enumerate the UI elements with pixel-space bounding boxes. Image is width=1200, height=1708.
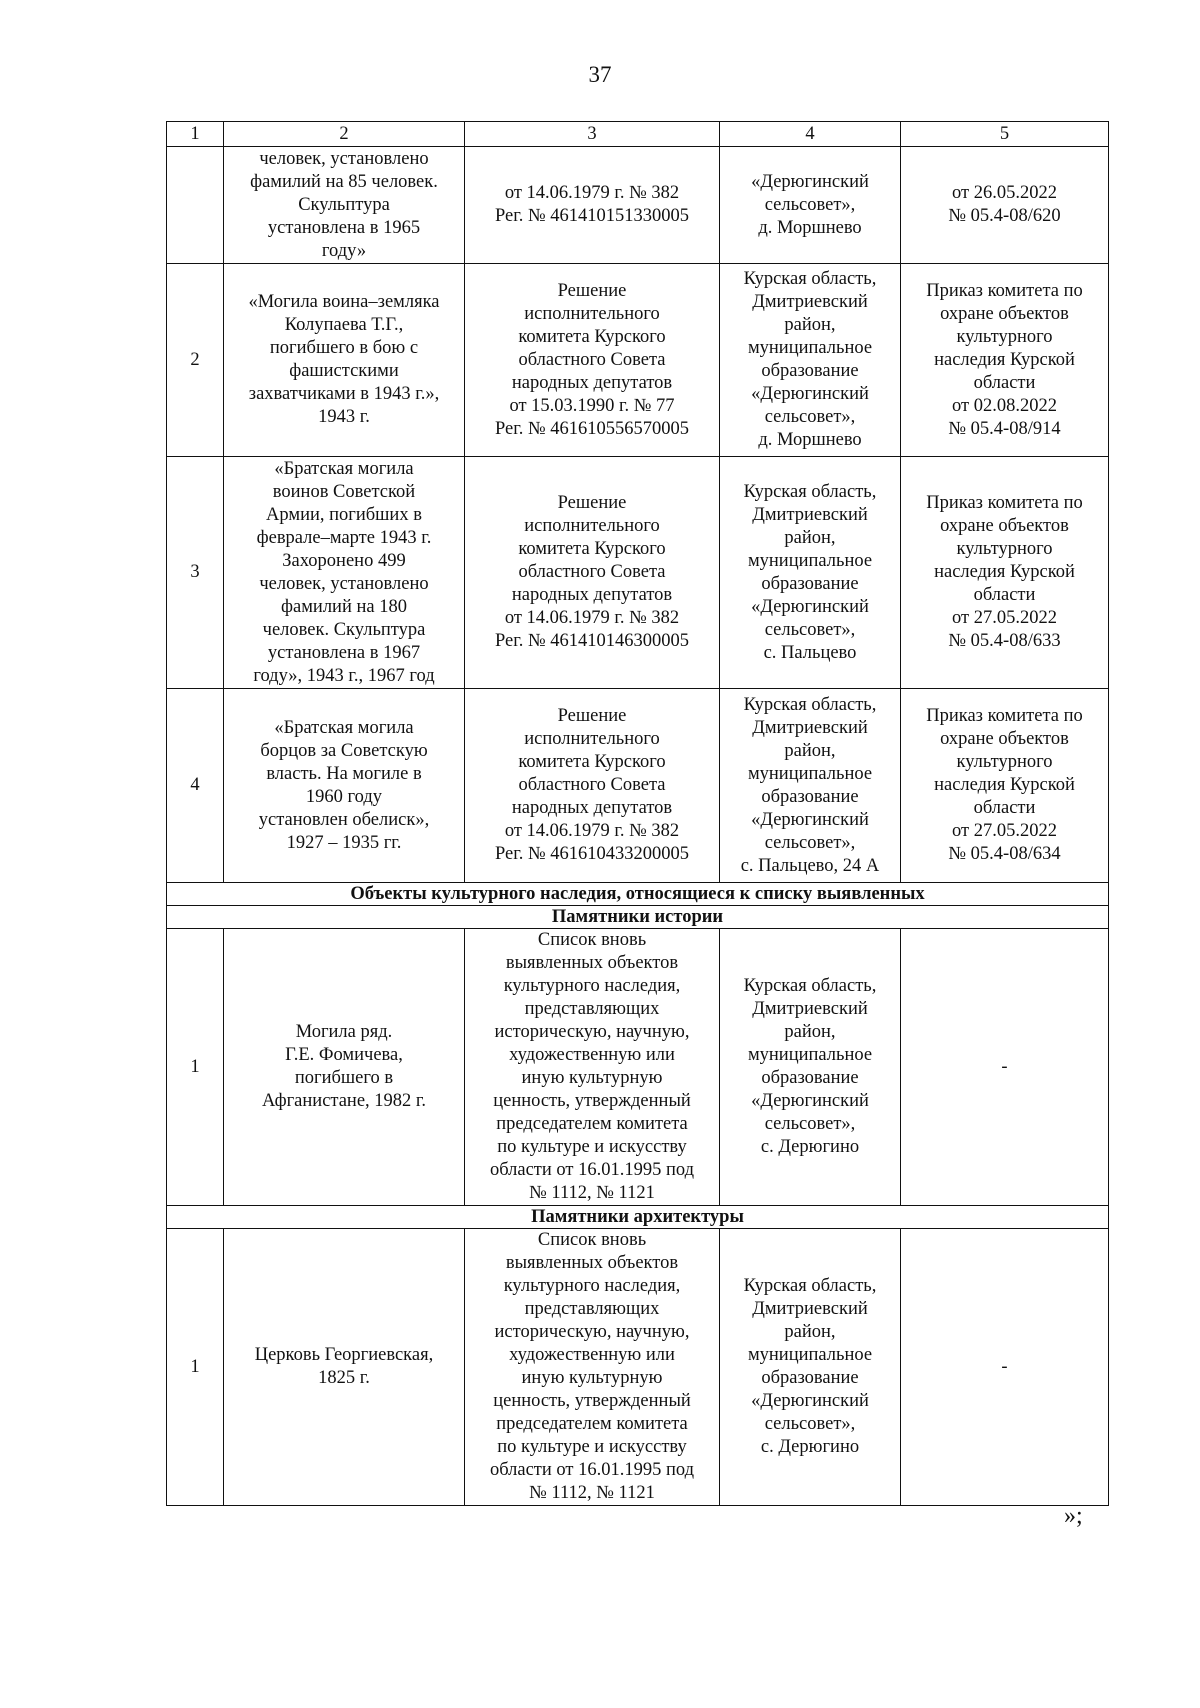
cell-text-line: году»	[321, 240, 367, 261]
cell-text-line: исполнительного	[524, 516, 660, 536]
cell-text-line: областного Совета	[518, 349, 666, 370]
object-name-cell	[224, 264, 465, 457]
cell-text-line: культурного	[956, 326, 1053, 347]
cell-text-line: от 14.06.1979 г. № 382	[504, 183, 680, 203]
cell-text-line: наследия Курской	[934, 562, 1075, 582]
cell-text-line: Решение	[557, 706, 627, 726]
cell-text-line: Курская область,	[743, 481, 877, 502]
cell-text-line: от 02.08.2022	[952, 395, 1057, 416]
cell-text-line: образование	[761, 1068, 859, 1088]
cell-text-line: с. Пальцево	[763, 642, 857, 663]
row-number-cell: 1	[167, 929, 224, 1206]
cell-text-line: образование	[761, 1368, 859, 1388]
cell-text-line: -	[1001, 1056, 1008, 1077]
cell-text-line: комитета Курского	[518, 326, 666, 347]
cell-text-line: с. Пальцево, 24 А	[740, 855, 880, 876]
cell-text-line: власть. На могиле в	[266, 763, 422, 784]
location-cell	[720, 147, 901, 264]
row-number-cell: 3	[167, 457, 224, 689]
cell-text-line: погибшего в бою с	[269, 338, 419, 358]
cell-text-line: «Дерюгинский	[751, 596, 869, 617]
cell-text-line: от 15.03.1990 г. № 77	[509, 395, 675, 416]
subsection-heading-row	[167, 906, 1109, 929]
cell-text-line: Курская область,	[743, 694, 877, 715]
location-cell	[720, 689, 901, 883]
protection-order-cell	[901, 689, 1109, 883]
cell-text-line: образование	[761, 361, 859, 381]
subsection-heading-history: Памятники истории	[167, 906, 1109, 929]
cell-text-line: Рег. № 461610556570005	[494, 418, 690, 439]
cell-text-line: культурного наследия,	[503, 1276, 681, 1296]
cell-text-line: области от 16.01.1995 под	[489, 1160, 695, 1180]
cell-text-line: исполнительного	[524, 729, 660, 749]
cell-text-line: д. Моршнево	[758, 217, 862, 238]
cell-text-line: комитета Курского	[518, 539, 666, 559]
cell-text-line: Решение	[557, 280, 627, 301]
cell-text-line: Приказ комитета по	[926, 280, 1083, 301]
cell-text-line: феврале–марте 1943 г.	[256, 527, 432, 548]
cell-text-line: Церковь Георгиевская,	[254, 1345, 434, 1365]
row-number-cell: 2	[167, 264, 224, 457]
table-row	[167, 1229, 1109, 1506]
cell-text-line: муниципальное	[747, 763, 873, 784]
object-name-cell	[224, 929, 465, 1206]
object-name-cell	[224, 689, 465, 883]
cell-text-line: человек. Скульптура	[262, 619, 426, 640]
cell-text-line: председателем комитета	[496, 1114, 688, 1134]
location-cell	[720, 457, 901, 689]
table-row	[167, 457, 1109, 689]
decision-cell	[465, 689, 720, 883]
table-row	[167, 264, 1109, 457]
cell-text-line: 1927 – 1935 гг.	[286, 832, 402, 853]
cell-text-line: Дмитриевский	[752, 292, 868, 312]
location-cell	[720, 264, 901, 457]
cell-text-line: № 05.4-08/633	[948, 631, 1061, 651]
cell-text-line: области	[973, 798, 1036, 818]
column-number: 4	[720, 122, 901, 147]
object-name-cell	[224, 147, 465, 264]
cell-text-line: ценность, утвержденный	[493, 1391, 691, 1411]
cell-text-line: охране объектов	[940, 729, 1069, 749]
cell-text-line: Захоронено 499	[282, 550, 406, 571]
cell-text-line: Могила ряд.	[295, 1022, 393, 1042]
cell-text-line: район,	[784, 1022, 836, 1042]
cell-text-line: № 05.4-08/914	[948, 418, 1061, 439]
row-number-cell	[167, 147, 224, 264]
cell-text-line: председателем комитета	[496, 1414, 688, 1434]
cell-text-line: Решение	[557, 493, 627, 513]
cell-text-line: исполнительного	[524, 303, 660, 324]
cell-text-line: район,	[784, 1322, 836, 1342]
cell-text-line: от 14.06.1979 г. № 382	[504, 821, 680, 841]
cell-text-line: Рег. № 461610433200005	[494, 844, 690, 864]
cell-text-line: «Братская могила	[274, 717, 414, 738]
cell-text-line: муниципальное	[747, 1345, 873, 1365]
cell-text-line: Дмитриевский	[752, 999, 868, 1019]
cell-text-line: муниципальное	[747, 1045, 873, 1065]
protection-order-cell	[901, 457, 1109, 689]
cell-text-line: областного Совета	[518, 775, 666, 795]
decision-cell	[465, 1229, 720, 1506]
decision-cell	[465, 457, 720, 689]
cell-text-line: район,	[784, 527, 836, 548]
cell-text-line: № 1112, № 1121	[529, 1183, 655, 1203]
cell-text-line: «Дерюгинский	[751, 384, 869, 404]
cell-text-line: «Дерюгинский	[751, 1091, 869, 1111]
cell-text-line: от 27.05.2022	[952, 821, 1057, 841]
cell-text-line: сельсовет»,	[764, 619, 856, 640]
cell-text-line: Дмитриевский	[752, 1299, 868, 1319]
cell-text-line: культурного	[956, 752, 1053, 772]
cell-text-line: д. Моршнево	[758, 430, 862, 450]
column-number: 1	[167, 122, 224, 147]
protection-order-cell	[901, 147, 1109, 264]
cell-text-line: историческую, научную,	[494, 1322, 690, 1342]
cell-text-line: сельсовет»,	[764, 407, 856, 427]
column-number-row	[167, 122, 1109, 147]
cell-text-line: -	[1001, 1356, 1008, 1377]
cell-text-line: году», 1943 г., 1967 год	[253, 665, 435, 686]
closing-quote-mark: »;	[1064, 1503, 1083, 1529]
cell-text-line: установлена в 1965	[267, 217, 421, 238]
cell-text-line: выявленных объектов	[505, 953, 679, 973]
cell-text-line: захватчиками в 1943 г.»,	[248, 384, 440, 404]
location-cell	[720, 929, 901, 1206]
section-heading-row	[167, 883, 1109, 906]
protection-order-cell	[901, 929, 1109, 1206]
cell-text-line: художественную или	[509, 1045, 675, 1065]
cell-text-line: Рег. № 461410151330005	[494, 206, 690, 226]
cell-text-line: выявленных объектов	[505, 1253, 679, 1273]
cell-text-line: сельсовет»,	[764, 1414, 856, 1434]
cell-text-line: 1943 г.	[318, 407, 370, 427]
cell-text-line: комитета Курского	[518, 752, 666, 772]
cell-text-line: Курская область,	[743, 269, 877, 289]
cell-text-line: народных депутатов	[511, 372, 673, 393]
cell-text-line: № 1112, № 1121	[529, 1483, 655, 1503]
cell-text-line: по культуре и искусству	[497, 1437, 687, 1457]
table-row	[167, 147, 1109, 264]
cell-text-line: культурного наследия,	[503, 976, 681, 996]
cell-text-line: сельсовет»,	[764, 1114, 856, 1134]
cell-text-line: Приказ комитета по	[926, 493, 1083, 513]
cell-text-line: народных депутатов	[511, 585, 673, 605]
cell-text-line: установлена в 1967	[267, 642, 421, 663]
cell-text-line: муниципальное	[747, 338, 873, 358]
cell-text-line: области	[973, 585, 1036, 605]
cell-text-line: иную культурную	[521, 1368, 663, 1388]
cell-text-line: наследия Курской	[934, 349, 1075, 370]
page-number: 37	[588, 62, 612, 87]
cell-text-line: области	[973, 372, 1036, 393]
cell-text-line: Дмитриевский	[752, 717, 868, 738]
cell-text-line: Список вновь	[537, 1230, 647, 1250]
cell-text-line: Скульптура	[298, 194, 390, 215]
cell-text-line: наследия Курской	[934, 775, 1075, 795]
subsection-heading-row	[167, 1206, 1109, 1229]
cell-text-line: человек, установлено	[259, 148, 429, 169]
cell-text-line: охране объектов	[940, 516, 1069, 536]
cell-text-line: от 14.06.1979 г. № 382	[504, 608, 680, 628]
cell-text-line: культурного	[956, 539, 1053, 559]
cell-text-line: погибшего в	[294, 1068, 394, 1088]
row-number-cell: 1	[167, 1229, 224, 1506]
cell-text-line: район,	[784, 315, 836, 335]
cell-text-line: Армии, погибших в	[266, 504, 422, 525]
cell-text-line: Курская область,	[743, 1276, 877, 1296]
cell-text-line: человек, установлено	[259, 573, 429, 594]
subsection-heading-architecture: Памятники архитектуры	[167, 1206, 1109, 1229]
cell-text-line: фамилий на 85 человек.	[250, 171, 438, 192]
object-name-cell	[224, 1229, 465, 1506]
cell-text-line: «Могила воина–земляка	[248, 292, 440, 312]
cell-text-line: сельсовет»,	[764, 194, 856, 215]
cell-text-line: № 05.4-08/620	[948, 206, 1061, 226]
location-cell	[720, 1229, 901, 1506]
column-number: 5	[901, 122, 1109, 147]
cell-text-line: художественную или	[509, 1345, 675, 1365]
cell-text-line: областного Совета	[518, 562, 666, 582]
cell-text-line: Список вновь	[537, 930, 647, 950]
decision-cell	[465, 929, 720, 1206]
cell-text-line: Приказ комитета по	[926, 706, 1083, 726]
object-name-cell	[224, 457, 465, 689]
protection-order-cell	[901, 1229, 1109, 1506]
row-number-cell: 4	[167, 689, 224, 883]
cell-text-line: иную культурную	[521, 1068, 663, 1088]
cell-text-line: области от 16.01.1995 под	[489, 1460, 695, 1480]
decision-cell	[465, 264, 720, 457]
cell-text-line: борцов за Советскую	[260, 740, 428, 761]
cell-text-line: с. Дерюгино	[760, 1437, 860, 1457]
cell-text-line: установлен обелиск»,	[258, 809, 430, 830]
column-number: 2	[224, 122, 465, 147]
cell-text-line: Колупаева Т.Г.,	[284, 315, 404, 335]
heritage-table	[166, 121, 1109, 1506]
decision-cell	[465, 147, 720, 264]
table-row	[167, 689, 1109, 883]
cell-text-line: представляющих	[524, 999, 660, 1019]
cell-text-line: по культуре и искусству	[497, 1137, 687, 1157]
cell-text-line: Курская область,	[743, 976, 877, 996]
cell-text-line: № 05.4-08/634	[948, 844, 1061, 864]
cell-text-line: ценность, утвержденный	[493, 1091, 691, 1111]
cell-text-line: фашистскими	[289, 361, 399, 381]
cell-text-line: «Дерюгинский	[751, 171, 869, 192]
table-row	[167, 929, 1109, 1206]
cell-text-line: от 27.05.2022	[952, 608, 1057, 628]
cell-text-line: муниципальное	[747, 550, 873, 571]
cell-text-line: «Дерюгинский	[751, 809, 869, 830]
cell-text-line: от 26.05.2022	[952, 183, 1057, 203]
cell-text-line: Рег. № 461410146300005	[494, 631, 690, 651]
cell-text-line: народных депутатов	[511, 798, 673, 818]
cell-text-line: образование	[761, 786, 859, 807]
cell-text-line: фамилий на 180	[281, 596, 407, 617]
cell-text-line: с. Дерюгино	[760, 1137, 860, 1157]
section-heading: Объекты культурного наследия, относящиеся к списку выявленных	[167, 883, 1109, 906]
cell-text-line: охране объектов	[940, 303, 1069, 324]
cell-text-line: Афганистане, 1982 г.	[261, 1091, 427, 1111]
cell-text-line: воинов Советской	[272, 481, 416, 502]
cell-text-line: Дмитриевский	[752, 504, 868, 525]
cell-text-line: район,	[784, 740, 836, 761]
cell-text-line: образование	[761, 573, 859, 594]
cell-text-line: Г.Е. Фомичева,	[285, 1045, 403, 1065]
cell-text-line: «Братская могила	[274, 458, 414, 479]
column-number: 3	[465, 122, 720, 147]
cell-text-line: сельсовет»,	[764, 832, 856, 853]
cell-text-line: 1825 г.	[318, 1368, 370, 1388]
cell-text-line: историческую, научную,	[494, 1022, 690, 1042]
cell-text-line: «Дерюгинский	[751, 1391, 869, 1411]
cell-text-line: 1960 году	[305, 786, 383, 807]
protection-order-cell	[901, 264, 1109, 457]
cell-text-line: представляющих	[524, 1299, 660, 1319]
